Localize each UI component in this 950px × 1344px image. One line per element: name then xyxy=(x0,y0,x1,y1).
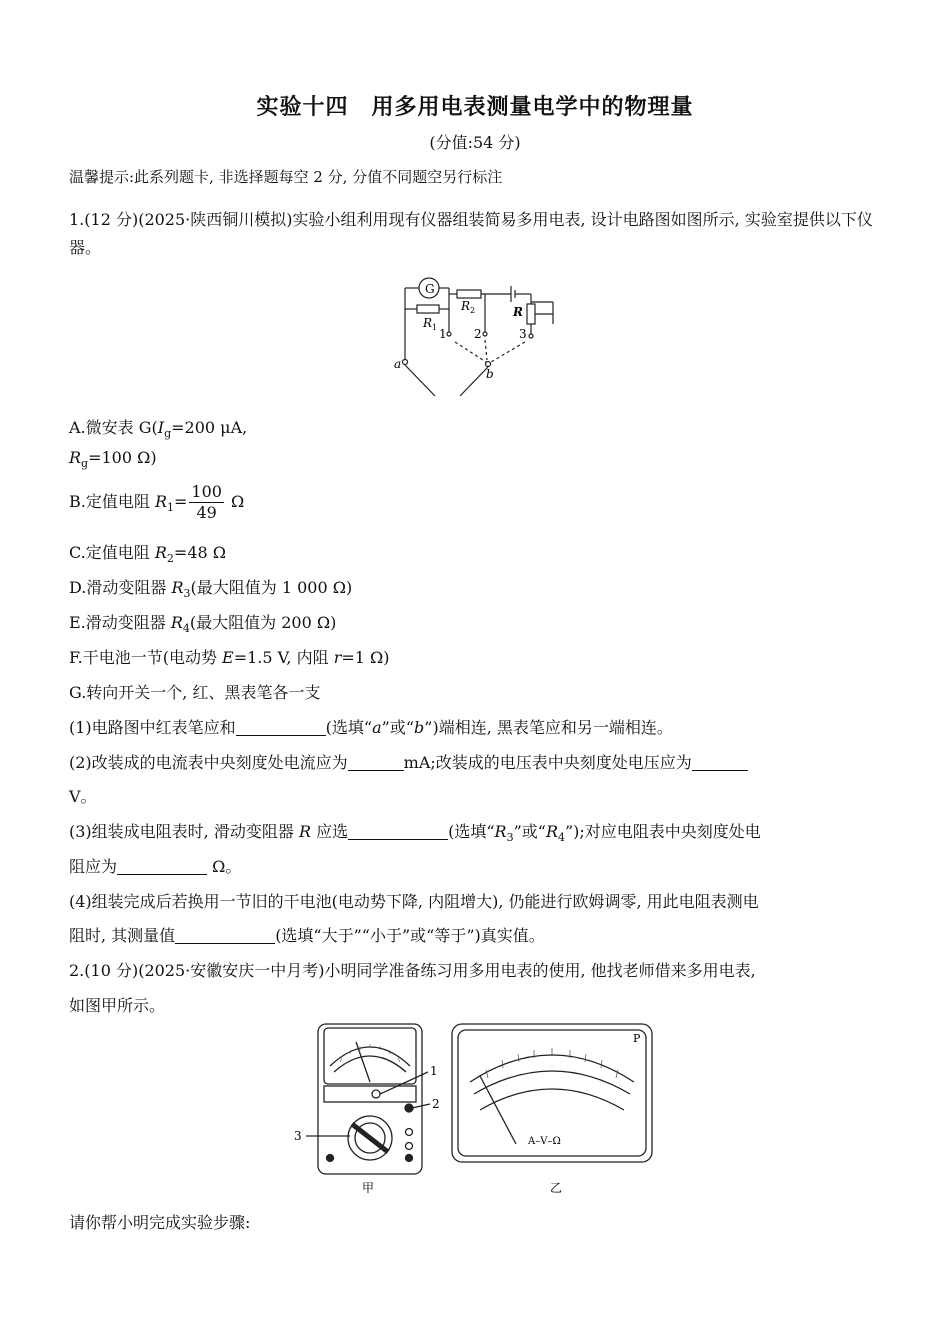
q1-stem: 1.(12 分)(2025·陕西铜川模拟)实验小组利用现有仪器组装简易多用电表, 设计电路图如图所示, 实验室提供以下仪器。 xyxy=(69,210,873,257)
svg-text:3: 3 xyxy=(294,1129,302,1143)
answer-blank[interactable] xyxy=(117,856,207,875)
q1-part2-line1: (2)改装成的电流表中央刻度处电流应为 mA;改装成的电压表中央刻度处电压应为 xyxy=(69,750,748,773)
svg-text:R: R xyxy=(423,316,433,330)
q1-part2-line2: V。 xyxy=(69,787,97,806)
answer-blank[interactable] xyxy=(175,925,275,944)
q1-part1: (1)电路图中红表笔应和 (选填“a”或“b”)端相连, 黑表笔应和另一端相连。 xyxy=(69,718,673,737)
svg-text:2: 2 xyxy=(474,327,482,341)
q1-part4-line1: (4)组装完成后若换用一节旧的干电池(电动势下降, 内阻增大), 仍能进行欧姆调零, 用此电阻表测电 xyxy=(69,892,759,911)
svg-text:甲: 甲 xyxy=(362,1181,375,1195)
q2-stem-line2: 如图甲所示。 xyxy=(69,996,166,1015)
svg-text:乙: 乙 xyxy=(550,1181,563,1195)
svg-text:1: 1 xyxy=(430,1064,438,1078)
item-f: F.干电池一节(电动势 E=1.5 V, 内阻 r=1 Ω) xyxy=(69,648,390,667)
svg-text:1: 1 xyxy=(432,323,438,332)
svg-text:R: R xyxy=(513,305,523,319)
q2-after: 请你帮小明完成实验步骤: xyxy=(69,1213,251,1232)
svg-text:2: 2 xyxy=(470,306,476,315)
svg-text:A–V–Ω: A–V–Ω xyxy=(528,1136,561,1147)
galvanometer-label: G xyxy=(425,282,435,296)
page-title: 实验十四 用多用电表测量电学中的物理量 xyxy=(256,95,694,120)
svg-text:2: 2 xyxy=(432,1097,440,1111)
item-a-line1: A.微安表 $G(I_g=200$ μA, xyxy=(69,418,248,441)
svg-text:a: a xyxy=(394,357,402,371)
answer-blank[interactable] xyxy=(348,821,448,840)
answer-blank[interactable] xyxy=(348,752,404,771)
q1-part3-line2: 阻应为 Ω。 xyxy=(69,857,242,876)
multimeter-figure xyxy=(290,1020,660,1198)
svg-text:R: R xyxy=(461,299,471,313)
item-c: C.定值电阻 $R_2=48$ Ω xyxy=(69,543,227,566)
item-b: B.定值电阻 $R_1=$ $\frac{100}{49}$ Ω xyxy=(69,482,245,522)
circuit-diagram xyxy=(385,272,565,402)
item-g: G.转向开关一个, 红、黑表笔各一支 xyxy=(69,683,321,702)
item-d: D.滑动变阻器 $R_3$(最大阻值为 1 000 Ω) xyxy=(69,578,353,601)
q2-stem-line1: 2.(10 分)(2025·安徽安庆一中月考)小明同学准备练习用多用电表的使用, 他找老师借来多用电表, xyxy=(69,961,756,980)
q1-part3-line1: (3)组装成电阻表时, 滑动变阻器 R 应选 (选填“$R_3$”或“$R_4$”);对应电阻表中央刻度处电 xyxy=(69,822,761,845)
item-e: E.滑动变阻器 $R_4$(最大阻值为 200 Ω) xyxy=(69,613,337,636)
answer-blank[interactable] xyxy=(692,752,748,771)
score-note: (分值:54 分) xyxy=(429,133,521,152)
svg-text:1: 1 xyxy=(439,327,447,341)
item-a-line2: $R_g=100$ Ω) xyxy=(69,448,157,471)
svg-text:b: b xyxy=(486,367,494,381)
tip-text: 温馨提示:此系列题卡, 非选择题每空 2 分, 分值不同题空另行标注 xyxy=(69,168,503,186)
svg-text:P: P xyxy=(633,1032,641,1045)
q1-part4-line2: 阻时, 其测量值 (选填“大于”“小于”或“等于”)真实值。 xyxy=(69,926,545,945)
answer-blank[interactable] xyxy=(236,717,326,736)
svg-text:3: 3 xyxy=(519,327,527,341)
